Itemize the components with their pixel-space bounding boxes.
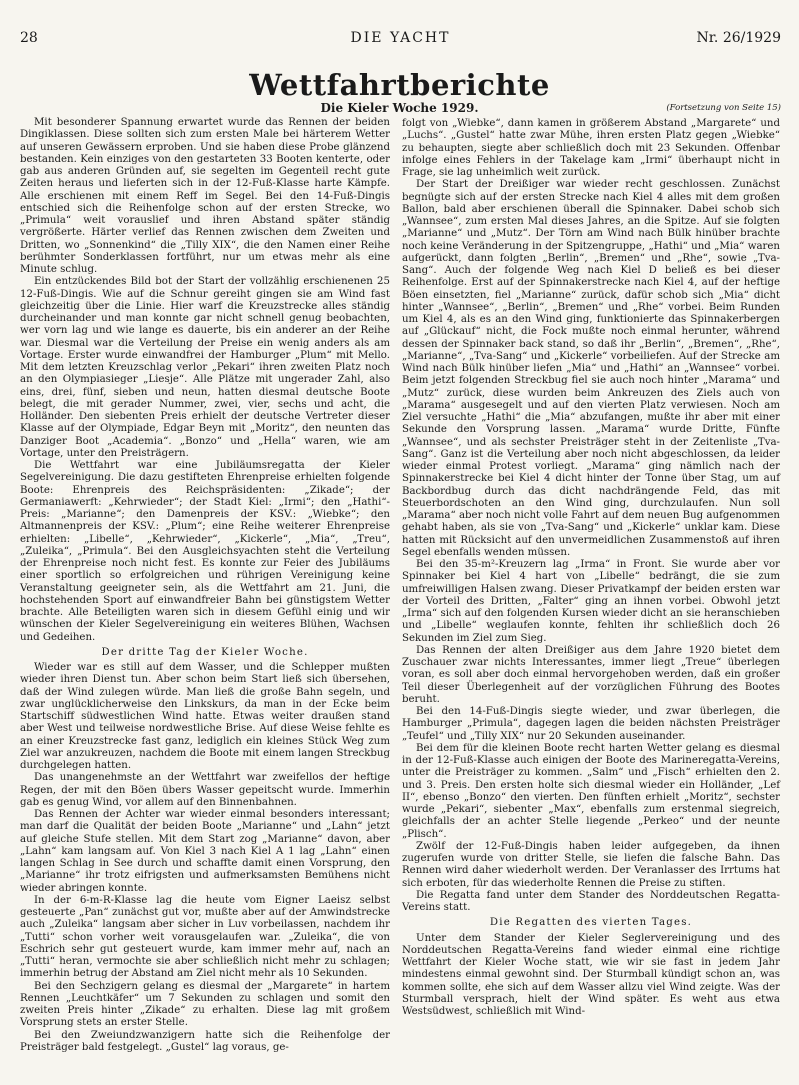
article-subtitle: Die Kieler Woche 1929. [320, 101, 479, 115]
right-column [402, 118, 780, 1018]
body-paragraph: folgt von „Wiebke“, dann kamen in größerem Abstand „Margarete“ und „Luchs“. „Gustel“ hatte zwar Mühe, ihren ersten Platz gegen „Wiebke“ zu behaupten, siegte aber schließlich doch mit 23 Sekunden. Offenbar infolge eines Fehlers in der Takelage kam „Irmi“ überhaupt nicht in Frage, sie lag unheimlich weit zurück. [402, 118, 780, 178]
body-paragraph: Bei den 35-m²-Kreuzern lag „Irma“ in Front. Sie wurde aber vor Spinnaker bei Kiel 4 hart von „Libelle“ bedrängt, die sie zum umfreiwilligen Halsen zwang. Dieser Privatkampf der beiden ersten war der Vorteil des Dritten, „Falter“ ging an ihnen vorbei. Obwohl jetzt „Irma“ sich auf den folgenden Kursen wieder dicht an sie heranschieben und „Libelle“ weglaufen konnte, fehlten ihr schließlich doch 26 Sekunden im Ziel zum Sieg. [402, 559, 780, 644]
body-paragraph: Bei den Zweiundzwanzigern hatte sich die Reihenfolge der Preisträger bald festgelegt. „Gustel“ lag voraus, ge- [20, 1029, 390, 1053]
section-heading: Der dritte Tag der Kieler Woche. [101, 646, 309, 658]
body-paragraph: Zwölf der 12-Fuß-Dingis haben leider aufgegeben, da ihnen zugerufen wurde von dritter Stelle, sie liefen die falsche Bahn. Das Rennen wird daher wiederholt werden. Der Veranlasser des Irrtums hat sich erboten, für das wiederholte Rennen die Preise zu stiften. [402, 840, 780, 889]
running-header [20, 30, 781, 48]
body-paragraph: Wieder war es still auf dem Wasser, und die Schlepper mußten wieder ihren Dienst tun. Aber schon beim Start ließ sich übersehen, daß der Wind zulegen würde. Man ließ die große Bahn segeln, und zwar unglücklicherweise den Linkskurs, da man in der Ecke beim Startschiff südwestlichen Wind hatte. Etwas weiter draußen stand aber West und teilweise nordwestliche Brise. Auf diese Weise fehlte es an einer Kreuzstrecke fast ganz, lediglich ein kleines Stück Weg zum Ziel war anzukreuzen, nachdem die Boote mit einem langen Streckbug durchgelegen hatten. [20, 662, 390, 771]
section-heading: Die Regatten des vierten Tages. [489, 917, 693, 929]
body-paragraph: Bei dem für die kleinen Boote recht harten Wetter gelang es diesmal in der 12-Fuß-Klasse auch einigen der Boote des Marineregatta-Vereins, unter die Preisträger zu kommen. „Salm“ und „Fisch“ erhielten den 2. und 3. Preis. Den ersten holte sich diesmal wieder ein Holländer, „Lef II“, ebenso „Bonzo“ den vierten. Den fünften erhielt „Moritz“, sechster wurde „Pekari“, siebenter „Max“, ebenfalls zum erstenmal siegreich, gleichfalls der an achter Stelle liegende „Perkeo“ und der neunte „Plisch“. [402, 742, 780, 840]
body-paragraph: Ein entzückendes Bild bot der Start der vollzählig erschienenen 25 12-Fuß-Dingis. Wie auf die Schnur gereiht gingen sie am Wind fast gleichzeitig über die Linie. Hier warf die Kreuzstrecke alles ständig durcheinander und man konnte gar nicht schnell genug beobachten, wer vorn lag und wie lange es dauerte, bis ein anderer an der Reihe war. Diesmal war die Verteilung der Preise ein wenig anders als am Vortage. Erster wurde einwandfrei der Hamburger „Plum“ mit Mello. Mit dem letzten Kreuzschlag verlor „Pekari“ ihren zweiten Platz noch an den Olympiasieger „Liesje“. Alle Plätze mit ungerader Zahl, also eins, drei, fünf, sieben und neun, hatten diesmal deutsche Boote belegt, die mit gerader Nummer, zwei, vier, sechs und acht, die Holländer. Den siebenten Preis erhielt der deutsche Vertreter dieser Klasse auf der Olympiade, Edgar Beyn mit „Moritz“, den neunten das Danziger Boot „Academia“. „Bonzo“ und „Hella“ waren, wie am Vortage, unter den Preisträgern. [20, 276, 390, 459]
magazine-title: DIE YACHT [350, 30, 451, 46]
body-paragraph: Die Wettfahrt war eine Jubiläumsregatta der Kieler Segelvereinigung. Die dazu gestifteten Ehrenpreise erhielten folgende Boote: Ehrenpreis des Reichspräsidenten: „Zikade“; der Germaniawerft: „Kehrwieder“; der Stadt Kiel: „Irmi“; den „Hathi“-Preis: „Marianne“; den Damenpreis der KSV.: „Wiebke“; den Altmannenpreis der KSV.: „Plum“; eine Reihe weiterer Ehrenpreise erhielten: „Libelle“, „Kehrwieder“, „Kickerle“, „Mia“, „Treu“, „Zuleika“, „Primula“. Bei den Ausgleichsyachten steht die Verteilung der Ehrenpreise noch nicht fest. Es konnte zur Feier des Jubiläums einer sportlich so erfolgreichen und rührigen Vereinigung keine Veranstaltung geeigneter sein, als die Wettfahrt am 21. Juni, die hochstehenden Sport auf einwandfreier Bahn bei günstigstem Wetter brachte. Alle Beteiligten waren sich in diesem Gefühl einig und wir wünschen der Kieler Segelvereinigung ein weiteres Blühen, Wachsen und Gedeihen. [20, 460, 390, 643]
left-column [20, 117, 390, 1054]
body-paragraph: Mit besonderer Spannung erwartet wurde das Rennen der beiden Dingiklassen. Diese sollten sich zum ersten Male bei härterem Wetter auf unseren Gewässern erproben. Und sie haben diese Probe glänzend bestanden. Kein einziges von den gestarteten 33 Booten kenterte, oder gab aus anderen Gründen auf, sie segelten im Gegenteil recht gute Zeiten heraus und lieferten sich in der 12-Fuß-Klasse harte Kämpfe. Alle erschienen mit einem Reff im Segel. Bei den 14-Fuß-Dingis entschied sich die Reihenfolge schon auf der ersten Strecke, wo „Primula“ weit vorauslief und ihren Abstand später ständig vergrößerte. Härter verlief das Rennen zwischen dem Zweiten und Dritten, wo „Sonnenkind“ die „Tilly XIX“, die den Namen einer Reihe berühmter Sonderklassen fortführt, nur um etwas mehr als eine Minute schlug. [20, 117, 390, 275]
body-paragraph: Bei den Sechzigern gelang es diesmal der „Margarete“ in hartem Rennen „Leuchtkäfer“ um 7 Sekunden zu schlagen und somit den zweiten Preis hinter „Zikade“ zu erhalten. Diese lag mit großem Vorsprung stets an erster Stelle. [20, 980, 390, 1029]
page-number: 28 [20, 30, 38, 46]
body-paragraph: Die Regatta fand unter dem Stander des Norddeutschen Regatta-Vereins statt. [402, 889, 780, 913]
issue-number: Nr. 26/1929 [696, 30, 781, 46]
article-title: Wettfahrtberichte [249, 68, 550, 102]
body-paragraph: In der 6-m-R-Klasse lag die heute vom Eigner Laeisz selbst gesteuerte „Pan“ zunächst gut vor, mußte aber auf der Amwindstrecke auch „Zuleika“ langsam aber sicher in Luv vorbeilassen, nachdem ihr „Tutti“ schon vorher weit vorausgelaufen war. „Zuleika“, die von Eschrich sehr gut gesteuert wurde, kam immer mehr auf, nach an „Tutti“ heran, vermochte sie aber schließlich nicht mehr zu schlagen; immerhin betrug der Abstand am Ziel nicht mehr als 10 Sekunden. [20, 894, 390, 980]
body-paragraph: Das Rennen der Achter war wieder einmal besonders interessant; man darf die Qualität der beiden Boote „Marianne“ und „Lahn“ jetzt auf gleiche Stufe stellen. Mit dem Start zog „Marianne“ davon, aber „Lahn“ kam langsam auf. Von Kiel 3 nach Kiel A 1 lag „Lahn“ einen langen Schlag in See durch und schaffte damit einen Vorsprung, den „Marianne“ ihr trotz eifrigsten und aufmerksamsten Bemühens nicht wieder abringen konnte. [20, 809, 390, 894]
body-paragraph: Das unangenehmste an der Wettfahrt war zweifellos der heftige Regen, der mit den Böen übers Wasser gepeitscht wurde. Immerhin gab es genug Wind, vor allem auf den Binnenbahnen. [20, 772, 390, 808]
continued-note: (Fortsetzung von Seite 15) [666, 103, 781, 113]
body-paragraph: Bei den 14-Fuß-Dingis siegte wieder, und zwar überlegen, die Hamburger „Primula“, dagegen lagen die beiden nächsten Preisträger „Teufel“ und „Tilly XIX“ nur 20 Sekunden auseinander. [402, 706, 780, 742]
body-paragraph: Unter dem Stander der Kieler Seglervereinigung und des Norddeutschen Regatta-Vereins fand wieder einmal eine richtige Wettfahrt der Kieler Woche statt, wie wir sie fast in jedem Jahr mindestens einmal gewohnt sind. Der Sturmball kündigt schon an, was kommen sollte, ehe sich auf dem Wasser allzu viel Wind zeigte. Was der Sturmball versprach, hielt der Wind später. Es weht aus etwa Westsüdwest, schließlich mit Wind- [402, 932, 780, 1017]
body-paragraph: Der Start der Dreißiger war wieder recht geschlossen. Zunächst begnügte sich auf der ersten Strecke nach Kiel 4 alles mit dem großen Ballon, bald aber erschienen überall die Spinnaker. Dabei schob sich „Wannsee“, zum ersten Mal dieses Jahres, an die Spitze. Auf sie folgten „Marianne“ und „Mutz“. Der Törn am Wind nach Bülk hinüber brachte noch keine Veränderung in der Spitzengruppe, „Hathi“ und „Mia“ waren aufgerückt, dann folgten „Berlin“, „Bremen“ und „Rhe“, sowie „Tva-Sang“. Auch der folgende Weg nach Kiel D beließ es bei dieser Reihenfolge. Erst auf der Spinnakerstrecke nach Kiel 4, auf der heftige Böen einsetzten, fiel „Marianne“ zurück, dafür schob sich „Mia“ dicht hinter „Wannsee“, „Berlin“, „Bremen“ und „Rhe“ vorbei. Beim Runden um Kiel 4, als es an den Wind ging, funktionierte das Spinnakerbergen auf „Glückauf“ nicht, die Fock mußte noch einmal herunter, während dessen der Spinnaker back stand, so daß ihr „Berlin“, „Bremen“, „Rhe“, „Marianne“, „Tva-Sang“ und „Kickerle“ vorbeiliefen. Auf der Strecke am Wind nach Bülk hinüber liefen „Mia“ und „Hathi“ an „Wannsee“ vorbei. Beim jetzt folgenden Streckbug fiel sie auch noch hinter „Marama“ und „Mutz“ zurück, diese wurden beim Ankreuzen des Ziels auch von „Marama“ ausgesegelt und auf den vierten Platz verwiesen. Noch am Ziel versuchte „Hathi“ die „Mia“ abzufangen, mußte ihr aber mit einer Sekunde den Vorsprung lassen. „Marama“ wurde Dritte, Fünfte „Wannsee“, und als sechster Preisträger steht in der Zeitenliste „Tva-Sang“. Ganz ist die Verteilung aber noch nicht abgeschlossen, da leider wieder einmal Protest vorliegt. „Marama“ ging nämlich nach der Spinnakerstrecke bei Kiel 4 dicht hinter der Tonne über Stag, um auf Backbordbug durch das dicht nachdrängende Feld, das mit Steuerbordschoten an den Wind ging, durchzulaufen. Nun soll „Marama“ aber noch nicht volle Fahrt auf dem neuen Bug aufgenommen gehabt haben, als sie von „Tva-Sang“ und „Kickerle“ unklar kam. Diese hatten mit Rücksicht auf den unvermeidlichen Zusammenstoß auf ihren Segel ebenfalls wenden müssen. [402, 179, 780, 558]
body-paragraph: Das Rennen der alten Dreißiger aus dem Jahre 1920 bietet dem Zuschauer zwar nichts Interessantes, immer liegt „Treue“ überlegen voran, es soll aber doch einmal hervorgehoben werden, daß ein großer Teil dieser Überlegenheit auf der vorzüglichen Führung des Bootes beruht. [402, 644, 780, 705]
